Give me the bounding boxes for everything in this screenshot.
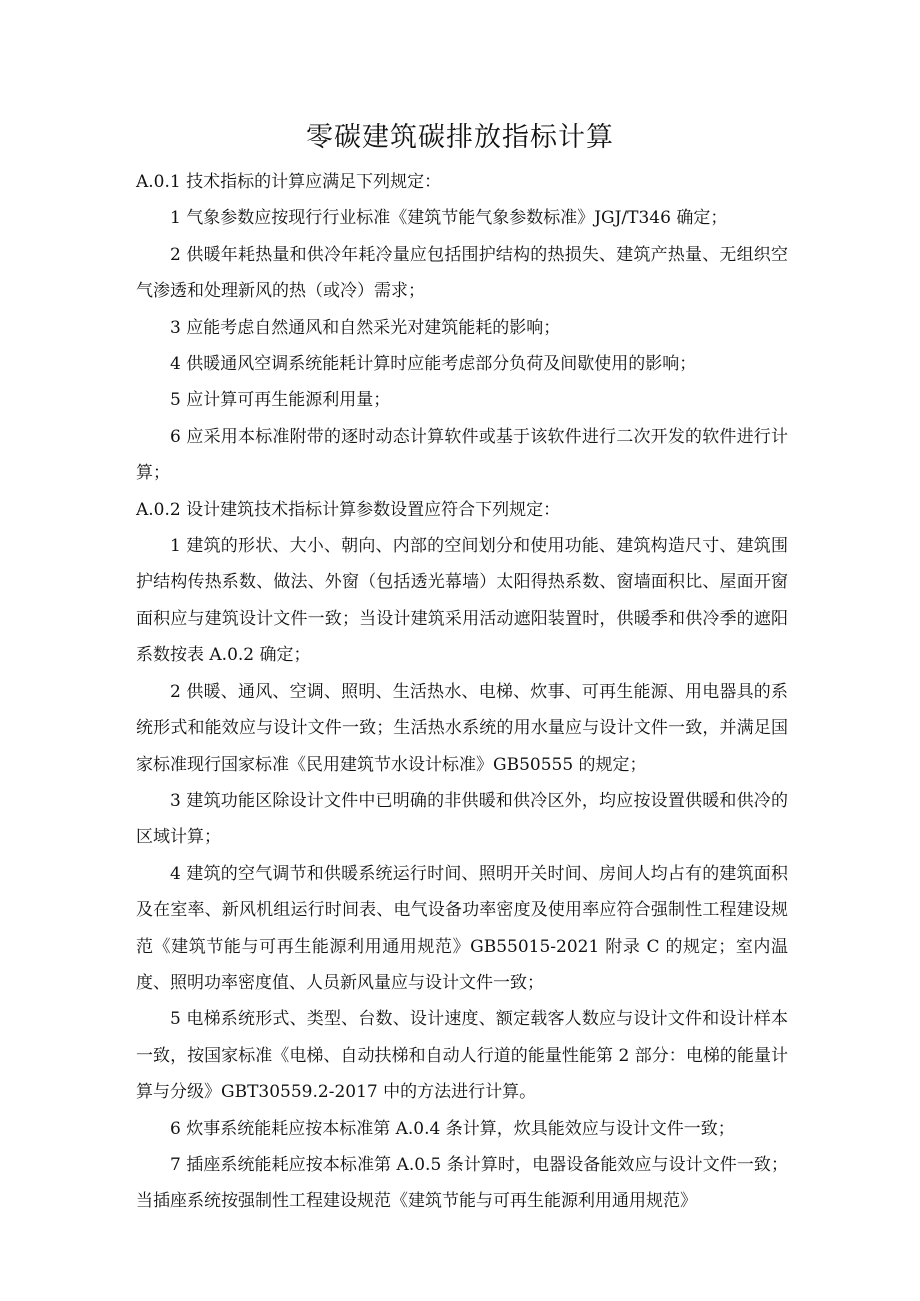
paragraph: 4 建筑的空气调节和供暖系统运行时间、照明开关时间、房间人均占有的建筑面积及在室率、新风机组运行时间表、电气设备功率密度及使用率应符合强制性工程建设规范《建筑节能与可再生能源利用通用规范》GB55015-2021 附录 C 的规定；室内温度、照明功率密度值、人员新风量应与设计文件一致； (136, 863, 788, 993)
page-title: 零碳建筑碳排放指标计算 (306, 122, 614, 153)
paragraph: 3 应能考虑自然通风和自然采光对建筑能耗的影响； (170, 317, 561, 338)
paragraph: 2 供暖年耗热量和供冷年耗冷量应包括围护结构的热损失、建筑产热量、无组织空气渗透和处理新风的热（或冷）需求； (136, 244, 788, 302)
paragraph: 1 气象参数应按现行行业标准《建筑节能气象参数标准》JGJ/T346 确定； (170, 208, 728, 229)
paragraph: 6 应采用本标准附带的逐时动态计算软件或基于该软件进行二次开发的软件进行计算； (136, 426, 788, 484)
paragraph: 4 供暖通风空调系统能耗计算时应能考虑部分负荷及间歇使用的影响； (170, 354, 697, 375)
section-heading: A.0.1 技术指标的计算应满足下列规定： (136, 172, 442, 192)
document-body (136, 164, 788, 1220)
section-heading: A.0.2 设计建筑技术指标计算参数设置应符合下列规定： (136, 499, 561, 520)
paragraph: 1 建筑的形状、大小、朝向、内部的空间划分和使用功能、建筑构造尺寸、建筑围护结构传热系数、做法、外窗（包括透光幕墙）太阳得热系数、窗墙面积比、屋面开窗面积应与建筑设计文件一致；当设计建筑采用活动遮阳装置时，供暖季和供冷季的遮阳系数按表 A.0.2 确定； (136, 536, 788, 666)
paragraph: 5 电梯系统形式、类型、台数、设计速度、额定载客人数应与设计文件和设计样本一致，按国家标准《电梯、自动扶梯和自动人行道的能量性能第 2 部分：电梯的能量计算与分级》GBT30559.2-2017 中的方法进行计算。 (136, 1009, 788, 1103)
paragraph: 6 炊事系统能耗应按本标准第 A.0.4 条计算，炊具能效应与设计文件一致； (170, 1118, 735, 1139)
paragraph: 7 插座系统能耗应按本标准第 A.0.5 条计算时，电器设备能效应与设计文件一致；当插座系统按强制性工程建设规范《建筑节能与可再生能源利用通用规范》 (136, 1154, 788, 1212)
paragraph: 5 应计算可再生能源利用量； (170, 390, 391, 411)
paragraph: 2 供暖、通风、空调、照明、生活热水、电梯、炊事、可再生能源、用电器具的系统形式和能效应与设计文件一致；生活热水系统的用水量应与设计文件一致，并满足国家标准现行国家标准《民用建筑节水设计标准》GB50555 的规定； (136, 681, 788, 775)
paragraph: 3 建筑功能区除设计文件中已明确的非供暖和供冷区外，均应按设置供暖和供冷的区域计算； (136, 790, 788, 848)
